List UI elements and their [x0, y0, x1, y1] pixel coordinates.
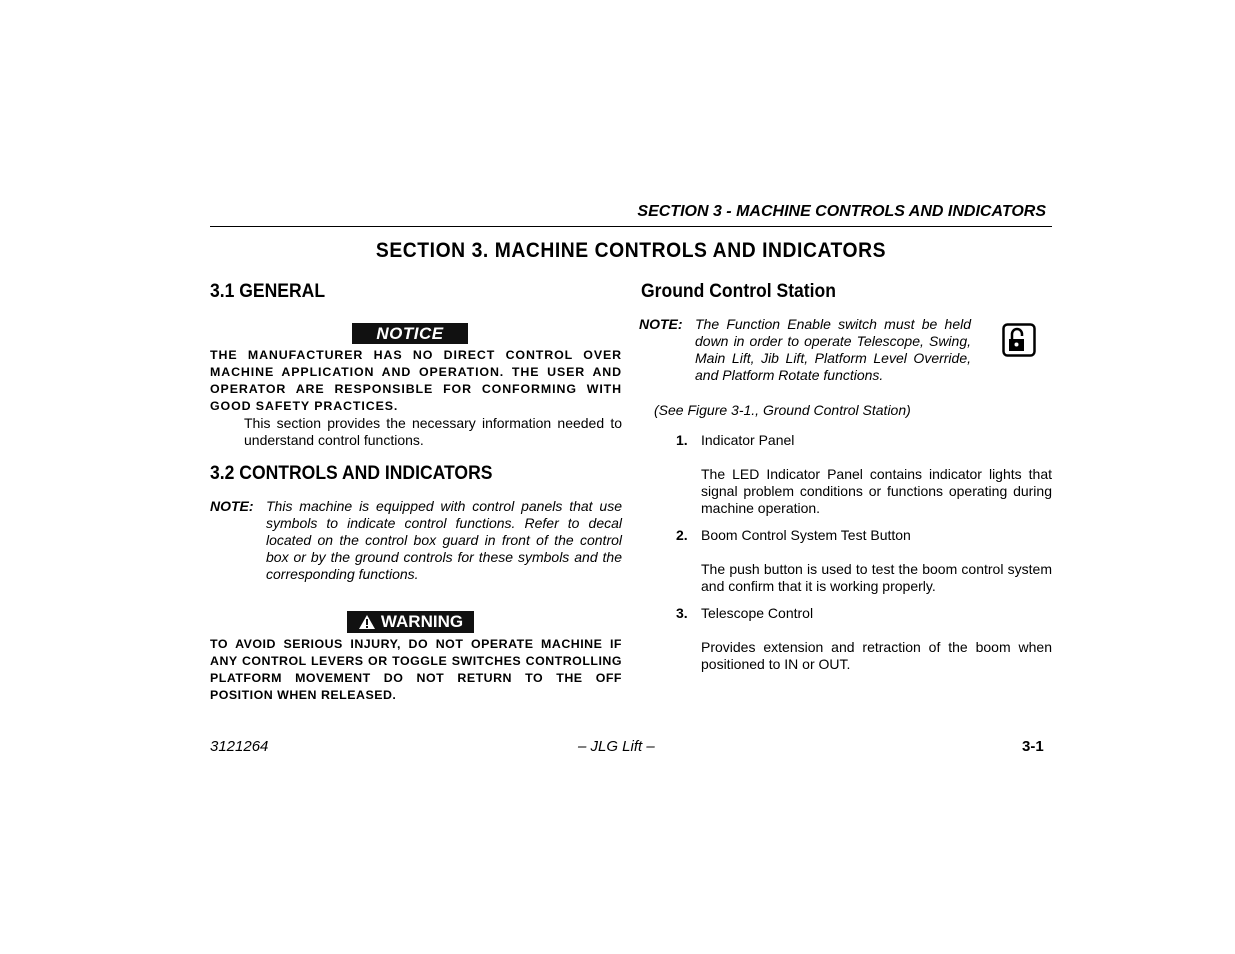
warning-label: WARNING	[380, 612, 464, 631]
controls-note-label: NOTE:	[210, 498, 254, 514]
running-head: SECTION 3 - MACHINE CONTROLS AND INDICATORS	[637, 203, 1046, 220]
warning-badge	[347, 611, 474, 633]
section-title: SECTION 3. MACHINE CONTROLS AND INDICATORS	[375, 239, 887, 262]
item-number: 2.	[676, 527, 688, 543]
item-description: Provides extension and retraction of the boom when positioned to IN or OUT.	[701, 639, 1052, 672]
warning-triangle-icon	[358, 614, 376, 630]
item-number: 1.	[676, 432, 688, 448]
general-heading: 3.1 GENERAL	[210, 280, 326, 302]
figure-reference: (See Figure 3-1., Ground Control Station)	[654, 402, 911, 418]
footer-page-number: 3-1	[1022, 738, 1044, 755]
item-title: Indicator Panel	[701, 432, 795, 448]
controls-heading: 3.2 CONTROLS AND INDICATORS	[210, 462, 493, 484]
item-title: Telescope Control	[701, 605, 814, 621]
warning-text: TO AVOID SERIOUS INJURY, DO NOT OPERATE MACHINE IF ANY CONTROL LEVERS OR TOGGLE SWITCHES CONTROLLING PLATFORM MOVEMENT DO NOT RETURN TO THE OFF POSITION WHEN RELEASED.	[210, 637, 622, 702]
notice-badge: NOTICE	[352, 323, 468, 344]
item-description: The push button is used to test the boom control system and confirm that it is working properly.	[701, 561, 1052, 594]
ground-note-label: NOTE:	[639, 316, 683, 332]
ground-heading: Ground Control Station	[641, 280, 836, 302]
footer-center: – JLG Lift –	[578, 738, 655, 755]
footer-doc-number: 3121264	[210, 738, 269, 755]
notice-text: THE MANUFACTURER HAS NO DIRECT CONTROL OVER MACHINE APPLICATION AND OPERATION. THE USER AND OPERATOR ARE RESPONSIBLE FOR CONFORMING WITH GOOD SAFETY PRACTICES.	[210, 348, 622, 413]
general-intro: This section provides the necessary information needed to understand control functions.	[244, 415, 622, 448]
header-rule	[210, 226, 1052, 227]
item-description: The LED Indicator Panel contains indicator lights that signal problem conditions or functions operating during machine operation.	[701, 466, 1052, 516]
item-title: Boom Control System Test Button	[701, 527, 911, 543]
function-enable-icon	[1002, 323, 1036, 357]
ground-note-text: The Function Enable switch must be held down in order to operate Telescope, Swing, Main Lift, Jib Lift, Platform Level Override, and Platform Rotate functions.	[695, 316, 971, 383]
item-number: 3.	[676, 605, 688, 621]
controls-note-text: This machine is equipped with control panels that use symbols to indicate control functions. Refer to decal located on the control box guard in front of the control box or by the ground controls for these symbols and the corresponding functions.	[266, 498, 622, 582]
